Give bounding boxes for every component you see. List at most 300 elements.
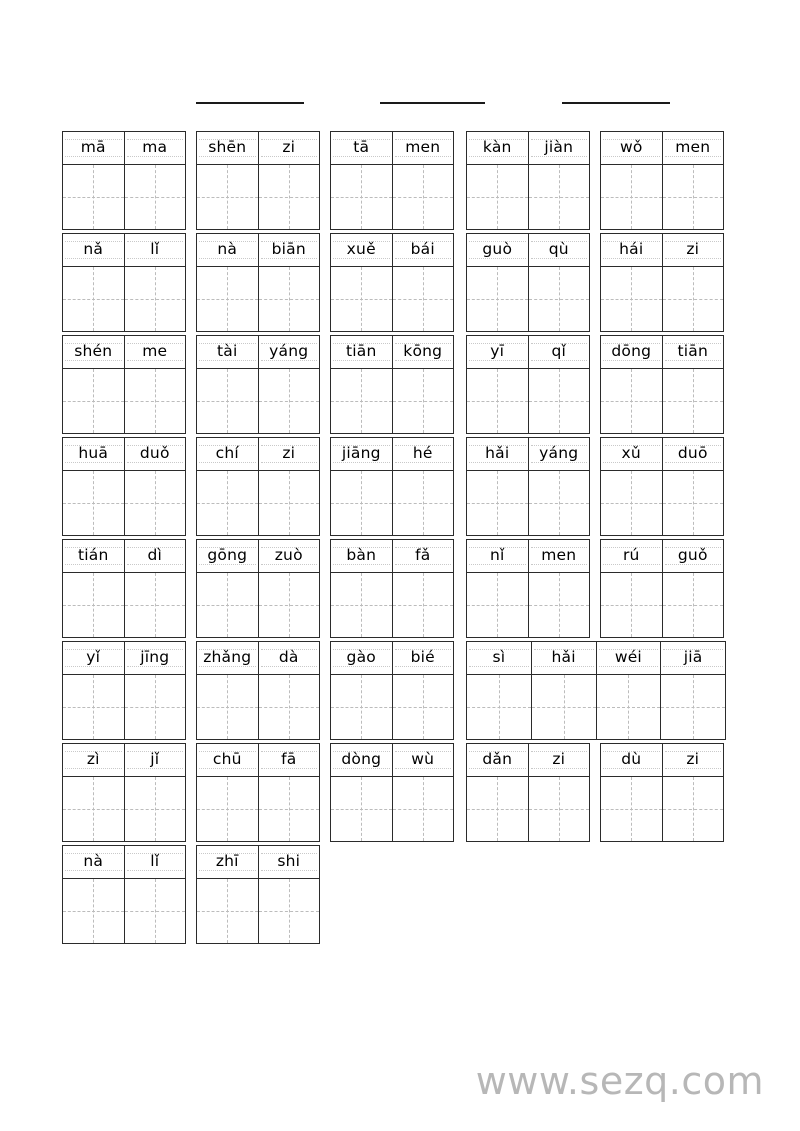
writing-square[interactable]	[601, 369, 662, 433]
pinyin-syllable: guǒ	[677, 546, 708, 565]
writing-square[interactable]	[331, 471, 392, 535]
writing-square-row	[601, 777, 723, 841]
pinyin-syllable: gào	[346, 648, 376, 667]
writing-square-row	[197, 777, 319, 841]
pinyin-syllable: zi	[552, 750, 566, 769]
writing-square[interactable]	[528, 165, 590, 229]
pinyin-syllable: duǒ	[139, 444, 170, 463]
writing-square[interactable]	[392, 267, 454, 331]
writing-square[interactable]	[392, 675, 454, 739]
writing-square[interactable]	[197, 573, 258, 637]
pinyin-cell	[392, 132, 454, 164]
worksheet-row	[62, 131, 734, 233]
pinyin-syllable: dù	[621, 750, 642, 769]
writing-square[interactable]	[662, 267, 724, 331]
writing-square[interactable]	[528, 369, 590, 433]
word-group	[466, 641, 726, 740]
pinyin-cell	[531, 642, 596, 674]
writing-square[interactable]	[601, 165, 662, 229]
pinyin-syllable: tài	[217, 342, 238, 361]
pinyin-syllable: shi	[277, 852, 301, 871]
pinyin-syllable: wù	[411, 750, 435, 769]
writing-square[interactable]	[258, 879, 320, 943]
pinyin-cell	[63, 540, 124, 572]
pinyin-cell	[63, 234, 124, 266]
word-group	[196, 233, 320, 332]
pinyin-cell	[197, 642, 258, 674]
pinyin-syllable: hé	[412, 444, 433, 463]
writing-square[interactable]	[601, 267, 662, 331]
writing-square[interactable]	[124, 471, 186, 535]
pinyin-cell	[596, 642, 661, 674]
pinyin-cell	[662, 438, 724, 470]
pinyin-row	[63, 336, 185, 369]
word-group	[196, 437, 320, 536]
writing-square[interactable]	[662, 573, 724, 637]
pinyin-syllable: chí	[215, 444, 239, 463]
worksheet-row	[62, 233, 734, 335]
pinyin-syllable: kàn	[482, 138, 512, 157]
pinyin-cell	[528, 234, 590, 266]
writing-square-row	[601, 573, 723, 637]
writing-square[interactable]	[331, 369, 392, 433]
pinyin-cell	[392, 540, 454, 572]
writing-square[interactable]	[331, 573, 392, 637]
word-group	[466, 743, 590, 842]
writing-square-row	[63, 777, 185, 841]
pinyin-row	[63, 846, 185, 879]
pinyin-cell	[331, 336, 392, 368]
pinyin-cell	[601, 540, 662, 572]
pinyin-syllable: jǐ	[150, 750, 160, 769]
pinyin-row	[331, 642, 453, 675]
pinyin-row	[63, 132, 185, 165]
writing-square-row	[63, 165, 185, 229]
pinyin-syllable: biān	[271, 240, 306, 259]
writing-square[interactable]	[467, 675, 531, 739]
writing-square[interactable]	[258, 369, 320, 433]
writing-square[interactable]	[660, 675, 725, 739]
pinyin-cell	[392, 642, 454, 674]
pinyin-worksheet-grid	[62, 131, 734, 947]
word-group	[196, 335, 320, 434]
pinyin-cell	[467, 744, 528, 776]
pinyin-cell	[63, 846, 124, 878]
writing-square[interactable]	[467, 471, 528, 535]
pinyin-cell	[662, 336, 724, 368]
pinyin-cell	[601, 744, 662, 776]
word-group	[330, 131, 454, 230]
word-group	[62, 539, 186, 638]
pinyin-cell	[528, 336, 590, 368]
word-group	[330, 335, 454, 434]
worksheet-row	[62, 437, 734, 539]
pinyin-syllable: yáng	[269, 342, 309, 361]
writing-square[interactable]	[531, 675, 596, 739]
worksheet-row	[62, 743, 734, 845]
writing-square-row	[63, 267, 185, 331]
pinyin-cell	[662, 132, 724, 164]
pinyin-syllable: zhī	[215, 852, 239, 871]
writing-square-row	[601, 267, 723, 331]
pinyin-syllable: jīng	[140, 648, 170, 667]
writing-square[interactable]	[331, 165, 392, 229]
writing-square[interactable]	[63, 573, 124, 637]
writing-square-row	[467, 471, 589, 535]
writing-square-row	[601, 165, 723, 229]
writing-square[interactable]	[63, 879, 124, 943]
pinyin-syllable: yáng	[539, 444, 579, 463]
pinyin-syllable: kōng	[403, 342, 443, 361]
writing-square-row	[197, 165, 319, 229]
pinyin-cell	[660, 642, 725, 674]
word-group	[600, 335, 724, 434]
worksheet-row	[62, 845, 734, 947]
pinyin-row	[601, 234, 723, 267]
pinyin-cell	[197, 132, 258, 164]
writing-square-row	[467, 165, 589, 229]
pinyin-syllable: tiān	[677, 342, 708, 361]
writing-square[interactable]	[392, 165, 454, 229]
writing-square[interactable]	[63, 267, 124, 331]
pinyin-syllable: mā	[80, 138, 106, 157]
writing-square-row	[601, 369, 723, 433]
pinyin-cell	[601, 132, 662, 164]
writing-square-row	[63, 879, 185, 943]
pinyin-cell	[197, 846, 258, 878]
word-group	[466, 233, 590, 332]
writing-square[interactable]	[197, 369, 258, 433]
pinyin-syllable: shén	[74, 342, 113, 361]
pinyin-cell	[392, 234, 454, 266]
writing-square[interactable]	[467, 777, 528, 841]
pinyin-cell	[331, 132, 392, 164]
writing-square[interactable]	[528, 267, 590, 331]
worksheet-row	[62, 335, 734, 437]
pinyin-cell	[258, 846, 320, 878]
pinyin-syllable: bié	[410, 648, 435, 667]
pinyin-syllable: tā	[353, 138, 370, 157]
writing-square[interactable]	[63, 675, 124, 739]
pinyin-cell	[528, 744, 590, 776]
pinyin-cell	[331, 234, 392, 266]
pinyin-row	[467, 438, 589, 471]
writing-square[interactable]	[197, 471, 258, 535]
pinyin-syllable: wǒ	[619, 138, 643, 157]
pinyin-cell	[662, 540, 724, 572]
pinyin-cell	[63, 336, 124, 368]
writing-square[interactable]	[197, 879, 258, 943]
writing-square[interactable]	[601, 471, 662, 535]
writing-square[interactable]	[197, 267, 258, 331]
writing-square[interactable]	[63, 369, 124, 433]
pinyin-row	[331, 234, 453, 267]
pinyin-syllable: dòng	[341, 750, 382, 769]
worksheet-row	[62, 641, 734, 743]
writing-square[interactable]	[197, 165, 258, 229]
pinyin-syllable: jiāng	[341, 444, 381, 463]
writing-square-row	[467, 675, 725, 739]
pinyin-syllable: zi	[686, 750, 700, 769]
pinyin-cell	[124, 642, 186, 674]
pinyin-syllable: xǔ	[621, 444, 641, 463]
word-group	[466, 335, 590, 434]
writing-square[interactable]	[124, 675, 186, 739]
word-group	[196, 131, 320, 230]
pinyin-syllable: jiā	[683, 648, 703, 667]
writing-square-row	[197, 675, 319, 739]
writing-square[interactable]	[662, 369, 724, 433]
word-group	[330, 233, 454, 332]
pinyin-syllable: fā	[281, 750, 297, 769]
pinyin-cell	[392, 744, 454, 776]
pinyin-row	[601, 438, 723, 471]
pinyin-row	[467, 132, 589, 165]
writing-square-row	[331, 369, 453, 433]
word-group	[62, 131, 186, 230]
pinyin-cell	[331, 642, 392, 674]
pinyin-syllable: zhǎng	[203, 648, 252, 667]
writing-square-row	[197, 471, 319, 535]
pinyin-cell	[528, 438, 590, 470]
writing-square[interactable]	[63, 777, 124, 841]
writing-square[interactable]	[392, 777, 454, 841]
writing-square[interactable]	[662, 165, 724, 229]
writing-square-row	[63, 471, 185, 535]
writing-square[interactable]	[63, 165, 124, 229]
pinyin-cell	[258, 744, 320, 776]
writing-square[interactable]	[124, 165, 186, 229]
pinyin-cell	[258, 336, 320, 368]
writing-square[interactable]	[601, 777, 662, 841]
word-group	[196, 743, 320, 842]
pinyin-cell	[197, 234, 258, 266]
writing-square-row	[467, 267, 589, 331]
writing-square-row	[601, 471, 723, 535]
word-group	[196, 539, 320, 638]
word-group	[62, 335, 186, 434]
pinyin-row	[63, 234, 185, 267]
pinyin-row	[331, 438, 453, 471]
word-group	[466, 539, 590, 638]
word-group	[330, 641, 454, 740]
pinyin-row	[197, 132, 319, 165]
site-watermark: www.sezq.com	[475, 1059, 764, 1103]
pinyin-cell	[601, 438, 662, 470]
header-blank-line-2[interactable]	[380, 102, 485, 104]
writing-square[interactable]	[662, 471, 724, 535]
writing-square[interactable]	[258, 267, 320, 331]
writing-square[interactable]	[124, 879, 186, 943]
pinyin-cell	[124, 744, 186, 776]
pinyin-syllable: yǐ	[86, 648, 101, 667]
pinyin-syllable: duō	[677, 444, 708, 463]
pinyin-syllable: zì	[86, 750, 100, 769]
writing-square-row	[197, 879, 319, 943]
writing-square[interactable]	[258, 471, 320, 535]
word-group	[62, 845, 186, 944]
writing-square[interactable]	[331, 267, 392, 331]
word-group	[62, 233, 186, 332]
pinyin-cell	[197, 438, 258, 470]
pinyin-row	[63, 642, 185, 675]
pinyin-cell	[601, 234, 662, 266]
word-group	[62, 743, 186, 842]
writing-square-row	[331, 675, 453, 739]
pinyin-cell	[467, 234, 528, 266]
pinyin-cell	[258, 642, 320, 674]
pinyin-syllable: nà	[83, 852, 104, 871]
writing-square-row	[467, 777, 589, 841]
pinyin-syllable: hái	[619, 240, 644, 259]
writing-square[interactable]	[124, 573, 186, 637]
pinyin-syllable: ma	[142, 138, 168, 157]
pinyin-row	[601, 336, 723, 369]
writing-square-row	[331, 777, 453, 841]
pinyin-cell	[197, 336, 258, 368]
pinyin-cell	[197, 744, 258, 776]
pinyin-syllable: dì	[147, 546, 163, 565]
word-group	[466, 437, 590, 536]
pinyin-syllable: zi	[282, 444, 296, 463]
pinyin-row	[331, 540, 453, 573]
pinyin-row	[601, 744, 723, 777]
pinyin-syllable: jiàn	[544, 138, 574, 157]
pinyin-row	[197, 336, 319, 369]
pinyin-syllable: men	[405, 138, 441, 157]
writing-square[interactable]	[258, 777, 320, 841]
writing-square[interactable]	[467, 369, 528, 433]
pinyin-cell	[331, 540, 392, 572]
writing-square-row	[197, 369, 319, 433]
word-group	[196, 845, 320, 944]
pinyin-syllable: tiān	[345, 342, 377, 361]
writing-square[interactable]	[63, 471, 124, 535]
pinyin-row	[467, 744, 589, 777]
word-group	[196, 641, 320, 740]
pinyin-cell	[392, 336, 454, 368]
pinyin-syllable: tián	[77, 546, 109, 565]
pinyin-cell	[63, 642, 124, 674]
writing-square-row	[197, 267, 319, 331]
pinyin-row	[63, 438, 185, 471]
pinyin-cell	[63, 438, 124, 470]
writing-square[interactable]	[467, 573, 528, 637]
pinyin-syllable: men	[541, 546, 577, 565]
writing-square[interactable]	[258, 675, 320, 739]
pinyin-syllable: wéi	[614, 648, 642, 667]
writing-square[interactable]	[124, 777, 186, 841]
writing-square[interactable]	[467, 165, 528, 229]
writing-square[interactable]	[331, 675, 392, 739]
pinyin-syllable: qù	[548, 240, 569, 259]
word-group	[62, 437, 186, 536]
pinyin-syllable: qǐ	[551, 342, 567, 361]
pinyin-syllable: zi	[686, 240, 700, 259]
pinyin-row	[197, 540, 319, 573]
writing-square[interactable]	[392, 471, 454, 535]
pinyin-syllable: me	[142, 342, 168, 361]
pinyin-syllable: dǎn	[482, 750, 513, 769]
pinyin-cell	[467, 642, 531, 674]
writing-square-row	[331, 471, 453, 535]
pinyin-cell	[467, 132, 528, 164]
pinyin-cell	[258, 132, 320, 164]
header-blank-line-1[interactable]	[196, 102, 304, 104]
writing-square[interactable]	[258, 165, 320, 229]
writing-square[interactable]	[392, 369, 454, 433]
pinyin-cell	[467, 336, 528, 368]
writing-square[interactable]	[601, 573, 662, 637]
pinyin-syllable: shēn	[208, 138, 247, 157]
pinyin-syllable: hǎi	[485, 444, 510, 463]
writing-square[interactable]	[528, 471, 590, 535]
writing-square[interactable]	[662, 777, 724, 841]
pinyin-syllable: chū	[212, 750, 242, 769]
pinyin-row	[467, 540, 589, 573]
pinyin-syllable: lǐ	[150, 240, 160, 259]
pinyin-row	[197, 846, 319, 879]
writing-square-row	[331, 267, 453, 331]
pinyin-syllable: guò	[482, 240, 513, 259]
pinyin-syllable: bái	[410, 240, 435, 259]
writing-square[interactable]	[197, 777, 258, 841]
pinyin-cell	[124, 234, 186, 266]
pinyin-row	[63, 540, 185, 573]
word-group	[466, 131, 590, 230]
writing-square[interactable]	[596, 675, 661, 739]
writing-square[interactable]	[124, 267, 186, 331]
word-group	[330, 437, 454, 536]
pinyin-cell	[63, 132, 124, 164]
writing-square[interactable]	[258, 573, 320, 637]
writing-square[interactable]	[528, 777, 590, 841]
word-group	[600, 743, 724, 842]
writing-square-row	[331, 573, 453, 637]
pinyin-cell	[467, 438, 528, 470]
pinyin-cell	[467, 540, 528, 572]
pinyin-syllable: dà	[278, 648, 299, 667]
pinyin-row	[197, 642, 319, 675]
writing-square[interactable]	[528, 573, 590, 637]
pinyin-syllable: nǐ	[489, 546, 505, 565]
pinyin-syllable: dōng	[611, 342, 652, 361]
pinyin-row	[197, 234, 319, 267]
pinyin-cell	[63, 744, 124, 776]
pinyin-syllable: xuě	[346, 240, 376, 259]
header-blank-lines	[0, 92, 800, 112]
writing-square[interactable]	[197, 675, 258, 739]
pinyin-syllable: lǐ	[150, 852, 160, 871]
pinyin-syllable: zi	[282, 138, 296, 157]
pinyin-cell	[392, 438, 454, 470]
pinyin-cell	[124, 846, 186, 878]
writing-square[interactable]	[124, 369, 186, 433]
pinyin-cell	[124, 540, 186, 572]
pinyin-cell	[528, 132, 590, 164]
writing-square[interactable]	[467, 267, 528, 331]
word-group	[330, 539, 454, 638]
header-blank-line-3[interactable]	[562, 102, 670, 104]
pinyin-row	[601, 132, 723, 165]
writing-square[interactable]	[331, 777, 392, 841]
pinyin-row	[331, 336, 453, 369]
pinyin-row	[197, 438, 319, 471]
writing-square[interactable]	[392, 573, 454, 637]
writing-square-row	[63, 675, 185, 739]
pinyin-syllable: hǎi	[551, 648, 576, 667]
pinyin-cell	[258, 234, 320, 266]
